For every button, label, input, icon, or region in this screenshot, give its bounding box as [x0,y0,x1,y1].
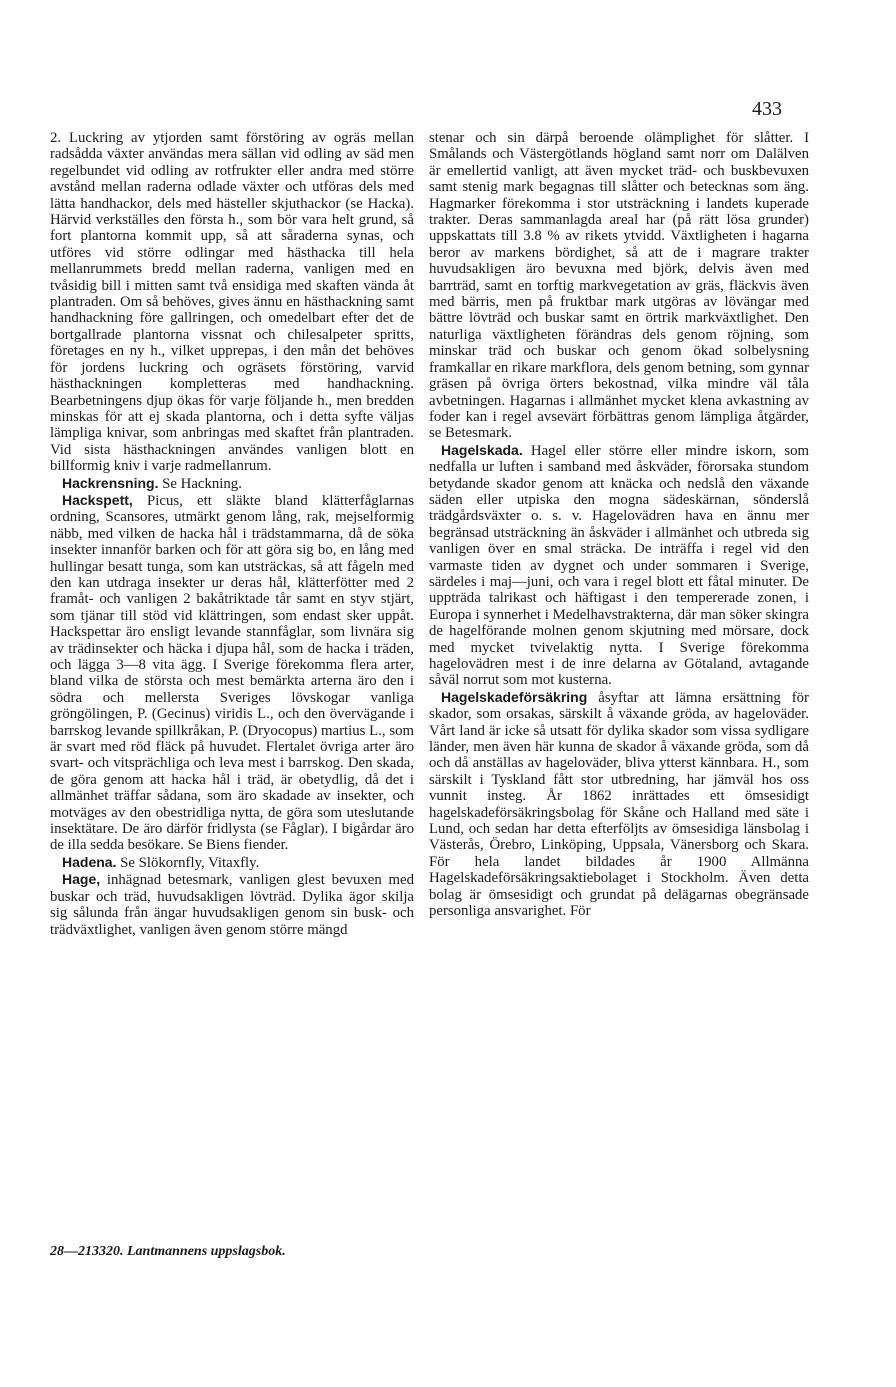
entry [429,442,809,689]
entry-text: Se Hackning. [158,475,242,492]
entry [50,871,414,938]
entry [50,854,414,871]
paragraph [50,130,414,475]
entry-text: Picus, ett släkte bland klätterfåglarnas ordning, Scansores, utmärkt genom lång, rak, mejselformig näbb, med vilken de hacka hål i trädstammarna, då de söka insekter innanför barken och för att göra sig bo, en lång med hullingar besatt tunga, som kan utsträckas, så att fågeln med den kan utdraga insekter ur deras hål, klätterfötter med 2 framåt- och vanligen 2 bakåtriktade tår samt en styv stjärt, som tjänar till stöd vid klättringen, som endast sker uppåt. Hackspettar äro ensligt levande stannfåglar, som livnära sig av trädinsekter och häcka i djupa hål, som de hacka i träden, och lägga 3—8 vita ägg. I Sverige förekomma flera arter, bland vilka de största och mest bemärkta arterna äro den i södra och mellersta Sveriges lövskogar vanliga gröngölingen, P. (Gecinus) viridis L., och den övervägande i barrskog levande spillkråkan, P. (Dryocopus) martius L., som är svart med röd fläck på huvudet. Flertalet övriga arter äro svart- och vitsprächliga och leva mest i barrskog. Den skada, de göra genom att hacka hål i träd, är obetydlig, då det i allmänhet träffar sådana, som äro skadade av insekter, och motväges av den obestridliga nyttа, de göra som uteslutande insektätare. De äro därför fridlysta (se Fåglar). I bigårdar äro de illa sedda besökare. Se Biens fiender. [50,492,414,854]
entry-text: Hagel eller större eller mindre iskorn, som nedfalla ur luften i samband med åskväder, förorsaka stundom betydande skador genom att knäcka och nedslå den växande säden eller utpiska den mogna sädeskärnan, sönderslå trädgårdsväxter o. s. v. Hagelovädren hava en ännu mer begränsad utsträckning än åskväder i allmänhet och utbreda sig vanligen över en smal sträcka. De inträffa i regel vid den varmaste tiden av dygnet och under sommaren i Sverige, särdeles i maj—juni, och vara i regel blott ett fåtal minuter. De uppträda talrikast och häftigast i den tempererade zonen, i Europa i synnerhet i Medelhavstrakterna, där man söker skingra de hagelförande molnen genom skjutning med mörsare, dock med mycket tvivelaktig nytta. I Sverige förekomma hagelovädren mest i de inre delarna av Götaland, avtagande såväl norrut som mot kusterna. [429,442,809,689]
entry-text: åsyftar att lämna ersättning för skador, som orsakas, särskilt å växande gröda, av hageloväder. Vårt land är icke så utsatt för dylika skador som vissa sydligare länder, men även här kunna de skador å växande gröda, som då och då anställas av hageloväder, bliva ytterst kännbara. H., som särskilt i Tyskland fått stor utbredning, har jämväl hos oss vunnit insteg. År 1862 inrättades ett ömsesidigt hagelskadeförsäkringsbolag för Skåne och Halland med säte i Lund, och sedan har detta efterföljts av ömsesidiga länsbolag i Västerås, Örebro, Linköping, Uppsala, Vänersborg och Skara. För hela landet bildades år 1900 Allmänna Hagelskadeförsäkringsaktiebolaget i Stockholm. Även detta bolag är ömsesidigt och grundat på delägarnas obegränsade personliga ansvarighet. För [429,689,809,920]
entry [50,492,414,854]
left-column [50,130,414,938]
entry-head: Hage, [62,871,101,888]
entry [50,475,414,492]
entry-head: Hackspett, [62,491,133,508]
entry-head: Hadena. [62,853,117,870]
footer: 28—213320. Lantmannens uppslagsbok. [50,1244,286,1259]
entry-head: Hagelskadeförsäkring [441,688,588,705]
entry [429,689,809,920]
entry-head: Hagelskada. [441,441,523,458]
paragraph-text: 2. Luckring av ytjorden samt förstöring av ogräs mellan radsådda växter användas mera sällan vid odling av säd men regelbundet vid odling av rotfrukter eller andra med större avstånd mellan raderna odlade växter och utföras dels med lätta handhackor, dels med hästeller skjuthackor (se Hacka). Härvid verkställes den första h., som bör vara helt grund, så fort plantorna kommit upp, så att såraderna synas, och utföres vid större odlingar med hästhacka till hela mellanrummets bredd mellan raderna, vanligen med en tvåsidig bill i mitten samt två ensidiga med skaften vända åt plantraden. Om så behöves, gives ännu en hästhackning samt handhackning före gallringen, och omedelbart efter det de bortgallrade plantorna vissnat och chilesalpeter spritts, företages en ny h., vilket upprepas, i den mån det behöves för jordens luckring och ogräsets förstöring, varvid hästhackningen kompletteras med handhackning. Bearbetningens djup ökas för varje följande h., men bredden minskas för att ej skada plantorna, och i detta syfte väljas lämpliga knivar, som anbringas med skaftet från plantraden. Vid sista hästhackningen användes vanligen blott en billformig kniv i varje radmellanrum. [50,130,414,475]
paragraph [429,130,809,442]
entry-head: Hackrensning. [62,474,159,491]
right-column [429,130,809,920]
entry-text: Se Slökornfly, Vitaxfly. [116,854,260,871]
paragraph-text: stenar och sin därpå beroende olämplighet för slåtter. I Smålands och Västergötlands högland samt norr om Dalälven är emellertid vanligt, att även mycket träd- och buskbevuxen samt stenig mark begagnas till slåtter och betecknas som äng. Hagmarker förekomma i stor utsträckning i landets kuperade trakter. Deras sammanlagda areal har (på rätt lösa grunder) uppskattats till 3.8 % av rikets ytvidd. Växtligheten i hagarna beror av markens bördighet, så att de i magrare trakter huvudsakligen äro bevuxna med björk, delvis även med barrträd, samt en torftig markvegetation av gräs, fläckvis även med bärris, men på fruktbar mark utgöras av lövängar med bättre lövträd och buskar samt en örtrik markväxtlighet. Den naturliga växtligheten förändras dels genom röjning, som minskar träd och buskar och genom ökad solbelysning framkallar en rikare markflora, dels genom betning, som gynnar gräsen på övriga örters bekostnad, vilka mindre väl tåla avbetningen. Hagarnas i allmänhet mycket klena avkastning av foder kan i regel avsevärt förbättras genom lämpliga åtgärder, se Betesmark. [429,130,809,442]
page-number: 433 [752,98,782,120]
entry-text: inhägnad betesmark, vanligen glest bevuxen med buskar och träd, huvudsakligen lövträd. Dylika ägor skilja sig sålunda från ängar huvudsakligen genom sin busk- och trädväxtlighet, vanligen även genom större mängd [50,872,414,938]
